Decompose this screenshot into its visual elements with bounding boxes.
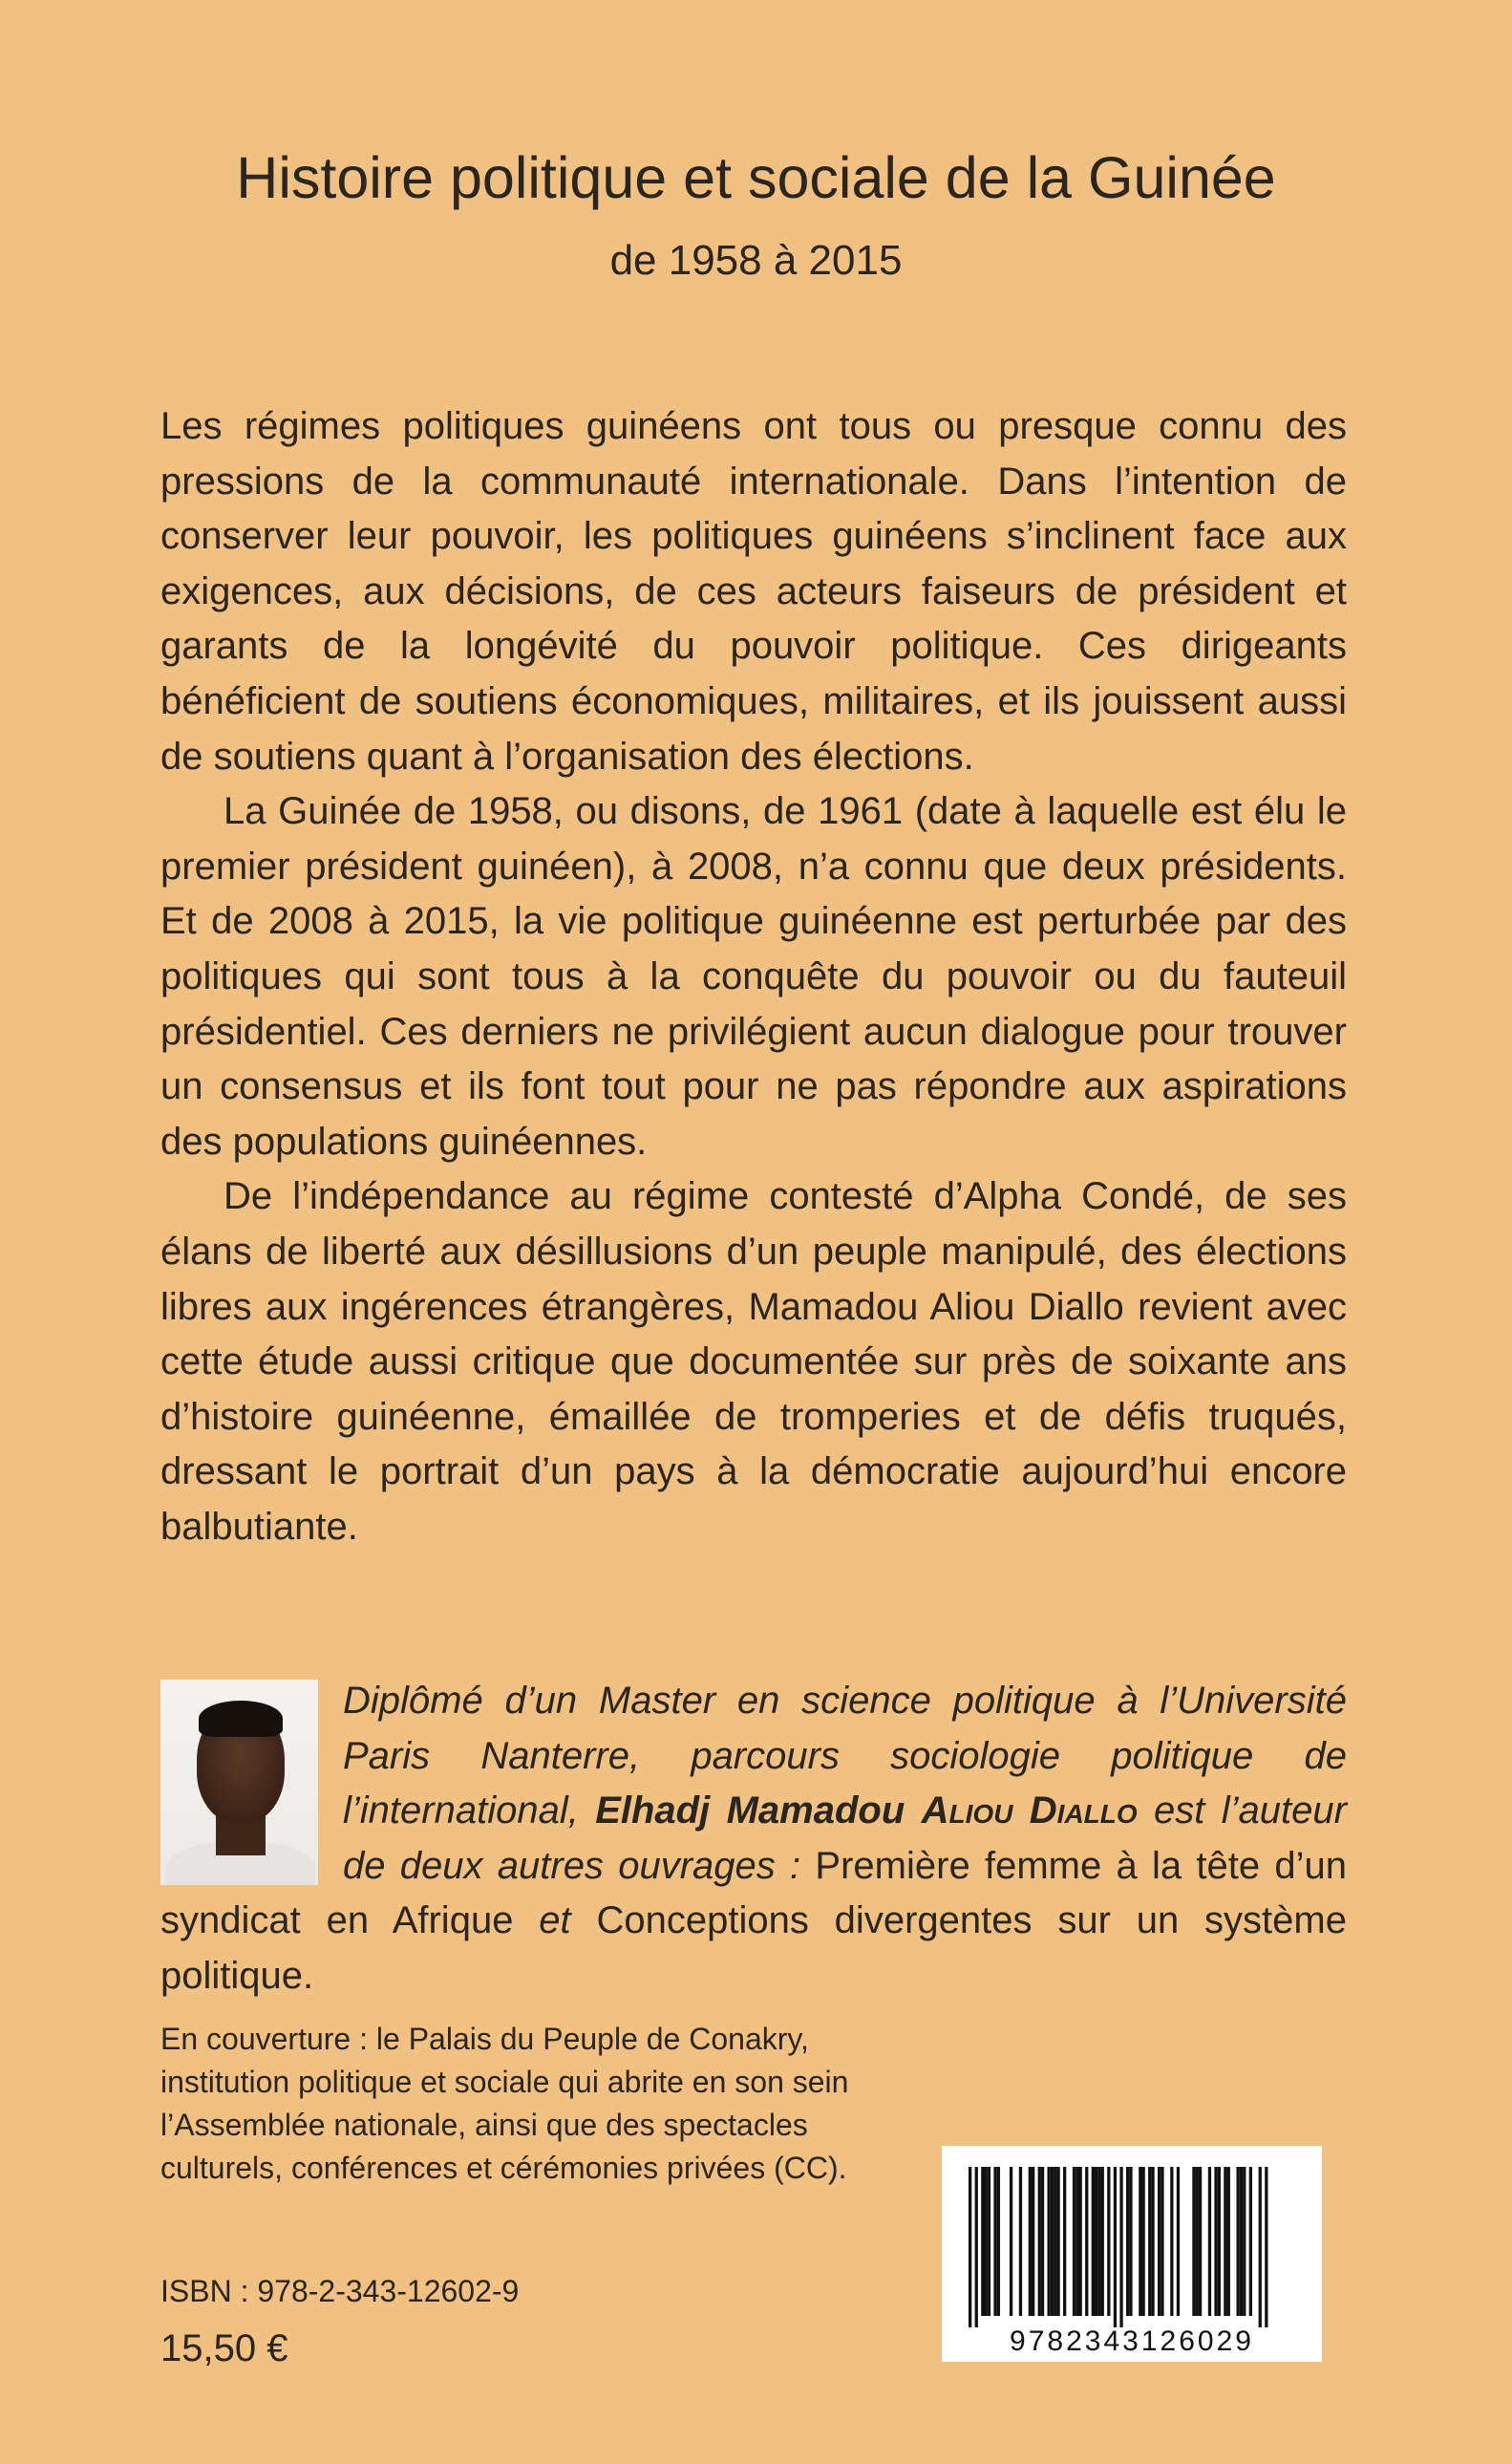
barcode-bar: [988, 2167, 990, 2316]
author-book-2: Conceptions divergentes sur un système politique.: [160, 1899, 1347, 1997]
author-bio: [160, 1674, 1347, 2003]
author-bio-mid: est l’auteur de deux autres ouvrages :: [343, 1789, 1347, 1887]
barcode-bar: [1085, 2167, 1088, 2316]
barcode-bar: [981, 2167, 984, 2316]
barcode-bar: [1237, 2167, 1240, 2316]
barcode-bar: [1107, 2167, 1110, 2316]
summary-paragraph-2: La Guinée de 1958, ou disons, de 1961 (date à laquelle est élu le premier président guinéen), à 2008, n’a connu que deux présidents. Et de 2008 à 2015, la vie politique guinéenne est perturbée par des politiques qui sont tous à la conquête du pouvoir ou du fauteuil présidentiel. Ces derniers ne privilégient aucun dialogue pour trouver un consensus et ils font tout pour ne pas répondre aux aspirations des populations guinéennes.: [160, 790, 1347, 1163]
author-connector: et: [539, 1899, 571, 1941]
barcode-bar: [1051, 2167, 1054, 2316]
barcode-bar: [1126, 2167, 1129, 2316]
barcode-bar: [1097, 2167, 1100, 2316]
author-name-first: Elhadj Mamadou: [595, 1789, 905, 1832]
barcode-bar: [1095, 2167, 1097, 2316]
barcode-bar: [1101, 2167, 1104, 2316]
barcode-bar: [1208, 2167, 1211, 2316]
barcode-bar: [1075, 2167, 1078, 2316]
barcode-bar: [985, 2167, 988, 2316]
author-bio-intro: Diplômé d’un Master en science politique à l’Université Paris Nanterre, parcours sociologie politique de l’international,: [343, 1680, 1347, 1832]
barcode-bar: [1199, 2167, 1202, 2316]
barcode-bar: [1142, 2167, 1145, 2316]
barcode-bar: [1029, 2167, 1032, 2316]
barcode: [942, 2146, 1322, 2362]
barcode-bar: [1161, 2167, 1163, 2316]
barcode-bar: [1177, 2167, 1180, 2316]
page-subtitle: de 1958 à 2015: [609, 237, 903, 284]
barcode-bar: [975, 2167, 978, 2327]
barcode-bar: [1249, 2167, 1252, 2316]
barcode-bar: [1038, 2167, 1041, 2316]
barcode-bar: [1214, 2167, 1217, 2316]
summary-paragraph-1: Les régimes politiques guinéens ont tous ou presque connu des pressions de la communauté internationale. Dans l’intention de conserver leur pouvoir, les politiques guinéens s’inclinent face aux exigences, aux décisions, de ces acteurs faiseurs de président et garants de la longévité du pouvoir politique. Ces dirigeants bénéficient de soutiens économiques, militaires, et ils jouissent aussi de soutiens quant à l’organisation des élections.: [160, 405, 1347, 778]
barcode-bar: [1243, 2167, 1246, 2316]
barcode-bar: [993, 2167, 996, 2316]
barcode-bar: [1073, 2167, 1075, 2316]
barcode-bar: [1041, 2167, 1044, 2316]
barcode-bar: [1218, 2167, 1221, 2316]
barcode-bar: [1048, 2167, 1051, 2316]
price: 15,50 €: [160, 2327, 288, 2369]
barcode-bar: [1240, 2167, 1243, 2316]
back-cover-summary: [160, 399, 1347, 1554]
barcode-bar: [1259, 2167, 1262, 2327]
barcode-bar: [1119, 2167, 1122, 2327]
barcode-bar: [1079, 2167, 1082, 2316]
barcode-bar: [1114, 2167, 1117, 2327]
barcode-bar: [1158, 2167, 1161, 2316]
isbn: ISBN : 978-2-343-12602-9: [160, 2274, 520, 2308]
barcode-bar: [1129, 2167, 1132, 2316]
author-photo: [160, 1680, 318, 1885]
barcode-bar: [969, 2167, 971, 2327]
barcode-graphic: [942, 2146, 1322, 2362]
barcode-bar: [1139, 2167, 1141, 2316]
barcode-bar: [1265, 2167, 1267, 2327]
author-name: [595, 1789, 1137, 1832]
cover-credit-note: En couverture : le Palais du Peuple de Conakry, institution politique et sociale qui abrite en son sein l’Assemblée nationale, ainsi que des spectacles culturels, conférences et cérémonies privées (CC).: [160, 2022, 849, 2185]
barcode-bar: [1092, 2167, 1095, 2316]
barcode-bar: [1227, 2167, 1230, 2316]
barcode-bar: [1010, 2167, 1012, 2316]
barcode-bar: [1224, 2167, 1226, 2316]
barcode-bar: [1151, 2167, 1154, 2316]
barcode-bar: [1148, 2167, 1151, 2316]
barcode-bar: [1054, 2167, 1056, 2316]
barcode-bar: [1170, 2167, 1173, 2316]
barcode-bar: [1192, 2167, 1195, 2316]
barcode-bar: [1032, 2167, 1034, 2316]
barcode-digits: 9782343126029: [1010, 2325, 1254, 2357]
author-book-1: Première femme à la tête d’un syndicat en Afrique: [160, 1844, 1347, 1941]
barcode-bar: [1063, 2167, 1066, 2316]
summary-paragraph-3: De l’indépendance au régime contesté d’Alpha Condé, de ses élans de liberté aux désillusions d’un peuple manipulé, des élections libres aux ingérences étrangères, Mamadou Aliou Diallo revient avec cette étude aussi critique que documentée sur près de soixante ans d’histoire guinéenne, émaillée de tromperies et de défis truqués, dressant le portrait d’un pays à la démocratie aujourd’hui encore balbutiante.: [160, 1175, 1347, 1548]
barcode-bar: [1056, 2167, 1059, 2316]
barcode-bar: [1019, 2167, 1022, 2316]
barcode-bar: [997, 2167, 1000, 2316]
page-title: Histoire politique et sociale de la Guinée: [236, 145, 1276, 210]
barcode-bar: [1196, 2167, 1199, 2316]
author-name-last: Aliou Diallo: [921, 1789, 1138, 1832]
